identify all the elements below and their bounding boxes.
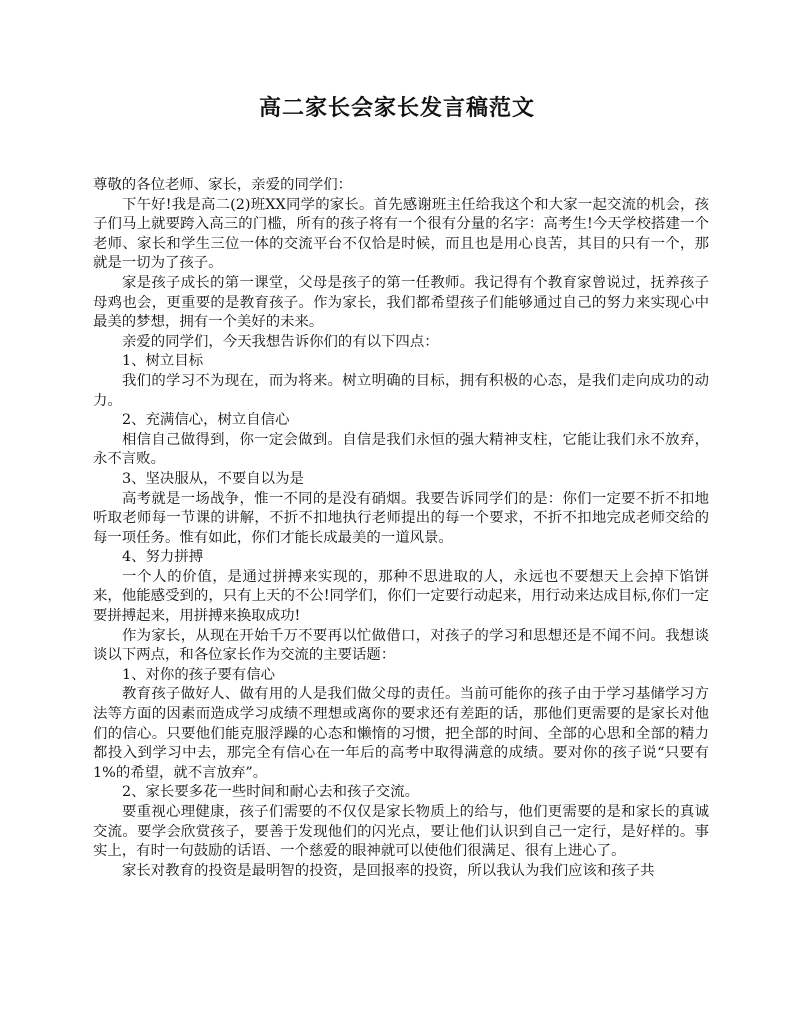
paragraph: 要重视心理健康，孩子们需要的不仅仅是家长物质上的给与，他们更需要的是和家长的真诚交流。要学会欣赏孩子，要善于发现他们的闪光点，要让他们认识到自己一定行，是好样的。事实上，有时一句鼓励的话语、一个慈爱的眼神就可以使他们很满足、很有上进心了。	[93, 804, 709, 860]
document-body	[93, 176, 709, 881]
document-title: 高二家长会家长发言稿范文	[258, 95, 535, 121]
paragraph: 家长对教育的投资是最明智的投资，是回报率的投资，所以我认为我们应该和孩子共	[122, 862, 655, 879]
paragraph: 2、家长要多花一些时间和耐心去和孩子交流。	[122, 784, 419, 801]
paragraph: 3、坚决服从，不要自以为是	[122, 470, 304, 487]
paragraph: 1、树立目标	[122, 353, 204, 370]
paragraph: 教育孩子做好人、做有用的人是我们做父母的责任。当前可能你的孩子由于学习基储学习方法等方面的因素而造成学习成绩不理想或离你的要求还有差距的话，那他们更需要的是家长对他们的信心。只要他们能克服浮躁的心态和懒惰的习惯，把全部的时间、全部的心思和全部的精力都投入到学习中去，那完全有信心在一年后的高考中取得满意的成绩。要对你的孩子说“只要有1%的希望，就不言放弃”。	[93, 686, 709, 781]
paragraph: 下午好!我是高二(2)班XX同学的家长。首先感谢班主任给我这个和大家一起交流的机会，孩子们马上就要跨入高三的门槛，所有的孩子将有一个很有分量的名字：高考生!今天学校搭建一个老师、家长和学生三位一体的交流平台不仅恰是时候，而且也是用心良苦，其目的只有一个，那就是一切为了孩子。	[93, 196, 709, 272]
paragraph: 作为家长，从现在开始千万不要再以忙做借口，对孩子的学习和思想还是不闻不问。我想谈谈以下两点，和各位家长作为交流的主要话题：	[93, 627, 709, 664]
paragraph: 尊敬的各位老师、家长，亲爱的同学们：	[93, 177, 353, 193]
paragraph: 2、充满信心，树立自信心	[122, 412, 290, 429]
paragraph: 高考就是一场战争，惟一不同的是没有硝烟。我要告诉同学们的是：你们一定要不折不扣地听取老师每一节课的讲解，不折不扣地执行老师提出的每一个要求，不折不扣地完成老师交给的每一项任务。惟有如此，你们才能长成最美的一道风景。	[93, 490, 709, 546]
paragraph: 家是孩子成长的第一课堂，父母是孩子的第一任教师。我记得有个教育家曾说过，抚养孩子母鸡也会，更重要的是教育孩子。作为家长，我们都希望孩子们能够通过自己的努力来实现心中最美的梦想，拥有一个美好的未来。	[93, 274, 709, 331]
paragraph: 4、努力拼搏	[122, 549, 204, 566]
paragraph: 我们的学习不为现在，而为将来。树立明确的目标，拥有积极的心态，是我们走向成功的动力。	[93, 372, 709, 409]
paragraph: 相信自己做得到，你一定会做到。自信是我们永恒的强大精神支柱，它能让我们永不放弃，永不言败。	[93, 431, 709, 468]
paragraph: 亲爱的同学们，今天我想告诉你们的有以下四点：	[122, 333, 439, 350]
paragraph: 1、对你的孩子要有信心	[122, 666, 276, 683]
paragraph: 一个人的价值，是通过拼搏来实现的，那种不思进取的人，永远也不要想天上会掉下馅饼来，他能感受到的，只有上天的不公!同学们，你们一定要行动起来，用行动来达成目标,你们一定要拼搏起来，用拼搏来换取成功!	[93, 568, 709, 625]
